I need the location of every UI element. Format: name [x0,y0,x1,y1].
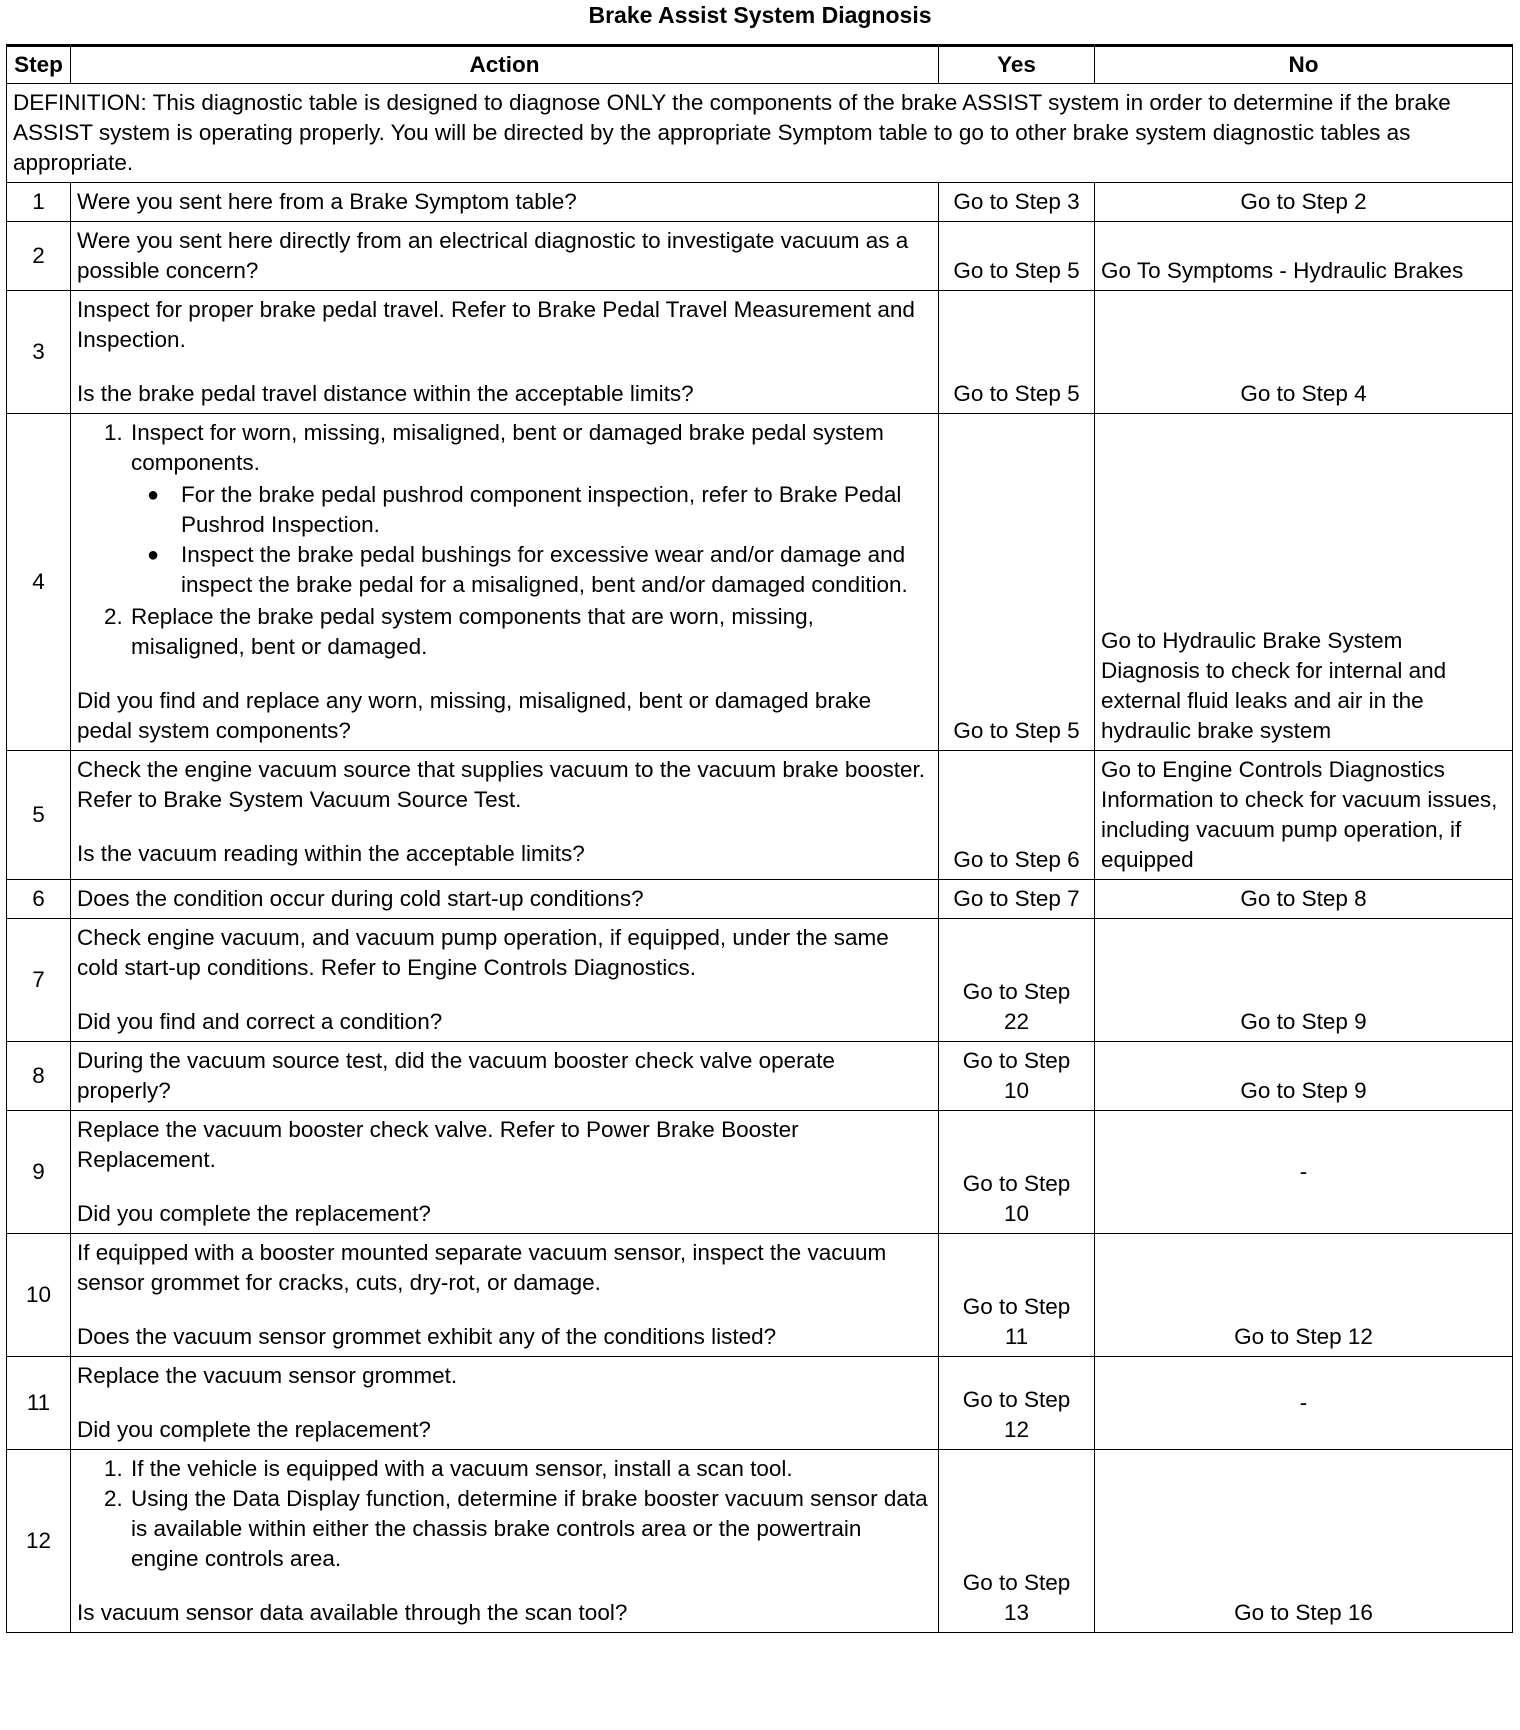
table-row [7,414,1513,751]
no-link: Go to Step 4 [1095,291,1513,414]
table-row [7,751,1513,880]
step-number: 11 [7,1357,71,1450]
yes-link: Go to Step 13 [939,1450,1095,1633]
table-row [7,919,1513,1042]
no-link: Go to Step 12 [1095,1234,1513,1357]
action-text: Were you sent here from a Brake Symptom table? [71,183,939,222]
action-question: Does the vacuum sensor grommet exhibit any of the conditions listed? [77,1324,777,1349]
action-cell [71,1234,939,1357]
yes-link: Go to Step 11 [939,1234,1095,1357]
table-row [7,1450,1513,1633]
no-link: Go to Step 16 [1095,1450,1513,1633]
action-question: Is the brake pedal travel distance within the acceptable limits? [77,381,694,406]
action-text: Inspect for proper brake pedal travel. Refer to Brake Pedal Travel Measurement and Inspection. [77,297,915,352]
step-number: 9 [7,1111,71,1234]
step-number: 2 [7,222,71,291]
action-text: If equipped with a booster mounted separate vacuum sensor, inspect the vacuum sensor grommet for cracks, cuts, dry-rot, or damage. [77,1240,887,1295]
header-yes: Yes [939,46,1095,84]
step-number: 12 [7,1450,71,1633]
header-step: Step [7,46,71,84]
definition-row [7,84,1513,183]
action-text: Check the engine vacuum source that supplies vacuum to the vacuum brake booster. Refer to Brake System Vacuum Source Test. [77,757,925,812]
header-row [7,46,1513,84]
no-link: Go to Step 2 [1095,183,1513,222]
header-action: Action [71,46,939,84]
action-question: Did you find and replace any worn, missing, misaligned, bent or damaged brake pedal system components? [77,688,872,743]
yes-link: Go to Step 3 [939,183,1095,222]
step-number: 8 [7,1042,71,1111]
action-question: Did you find and correct a condition? [77,1009,443,1034]
yes-link: Go to Step 12 [939,1357,1095,1450]
no-link: Go to Hydraulic Brake System Diagnosis to check for internal and external fluid leaks and air in the hydraulic brake system [1095,414,1513,751]
action-step-text: Inspect for worn, missing, misaligned, bent or damaged brake pedal system components. [131,420,884,475]
table-row [7,291,1513,414]
action-cell [71,1357,939,1450]
diagnosis-table [6,44,1513,1633]
no-link: Go to Step 8 [1095,880,1513,919]
no-link: - [1095,1357,1513,1450]
no-link: - [1095,1111,1513,1234]
action-text: Does the condition occur during cold start-up conditions? [71,880,939,919]
no-link: Go to Step 9 [1095,919,1513,1042]
yes-link: Go to Step 5 [939,222,1095,291]
action-cell [71,751,939,880]
bullet-list [131,480,932,600]
action-cell [71,1111,939,1234]
yes-link: Go to Step 5 [939,414,1095,751]
table-row [7,1111,1513,1234]
action-cell [71,919,939,1042]
step-number: 10 [7,1234,71,1357]
action-question: Is vacuum sensor data available through the scan tool? [77,1600,628,1625]
yes-link: Go to Step 10 [939,1111,1095,1234]
yes-link: Go to Step 5 [939,291,1095,414]
action-text: During the vacuum source test, did the vacuum booster check valve operate properly? [71,1042,939,1111]
action-question: Did you complete the replacement? [77,1417,431,1442]
table-row [7,183,1513,222]
yes-link: Go to Step 7 [939,880,1095,919]
no-link: Go To Symptoms - Hydraulic Brakes [1095,222,1513,291]
action-step-item: 2. Replace the brake pedal system components that are worn, missing, misaligned, bent or damaged. [129,602,932,662]
table-row [7,1234,1513,1357]
table-row [7,1357,1513,1450]
table-row [7,880,1513,919]
action-text: Replace the vacuum sensor grommet. [77,1363,458,1388]
action-step-item [129,418,932,600]
step-number: 1 [7,183,71,222]
bullet-item: ● Inspect the brake pedal bushings for excessive wear and/or damage and inspect the brake pedal for a misaligned, bent and/or damaged condition. [179,540,932,600]
definition-text: DEFINITION: This diagnostic table is designed to diagnose ONLY the components of the brake ASSIST system in order to determine if the brake ASSIST system is operating properly. You will be directed by the appropriate Symptom table to go to other brake system diagnostic tables as appropriate. [7,84,1513,183]
no-link: Go to Engine Controls Diagnostics Information to check for vacuum issues, including vacuum pump operation, if equipped [1095,751,1513,880]
table-row [7,1042,1513,1111]
header-no: No [1095,46,1513,84]
action-steps-list [77,418,932,662]
step-number: 7 [7,919,71,1042]
action-question: Did you complete the replacement? [77,1201,431,1226]
action-text: Replace the vacuum booster check valve. Refer to Power Brake Booster Replacement. [77,1117,799,1172]
step-number: 5 [7,751,71,880]
bullet-item: ● For the brake pedal pushrod component inspection, refer to Brake Pedal Pushrod Inspection. [179,480,932,540]
yes-link: Go to Step 6 [939,751,1095,880]
action-cell [71,414,939,751]
action-question: Is the vacuum reading within the acceptable limits? [77,841,585,866]
step-number: 6 [7,880,71,919]
action-cell [71,1450,939,1633]
action-text: Check engine vacuum, and vacuum pump operation, if equipped, under the same cold start-up conditions. Refer to Engine Controls Diagnostics. [77,925,889,980]
action-cell [71,291,939,414]
table-row [7,222,1513,291]
step-number: 4 [7,414,71,751]
page-title: Brake Assist System Diagnosis [588,2,932,28]
action-step-item: 2. Using the Data Display function, determine if brake booster vacuum sensor data is available within either the chassis brake controls area or the powertrain engine controls area. [129,1484,932,1574]
step-number: 3 [7,291,71,414]
yes-link: Go to Step 22 [939,919,1095,1042]
action-text: Were you sent here directly from an electrical diagnostic to investigate vacuum as a possible concern? [71,222,939,291]
yes-link: Go to Step 10 [939,1042,1095,1111]
action-steps-list [77,1454,932,1574]
no-link: Go to Step 9 [1095,1042,1513,1111]
action-step-item: 1. If the vehicle is equipped with a vacuum sensor, install a scan tool. [129,1454,932,1484]
